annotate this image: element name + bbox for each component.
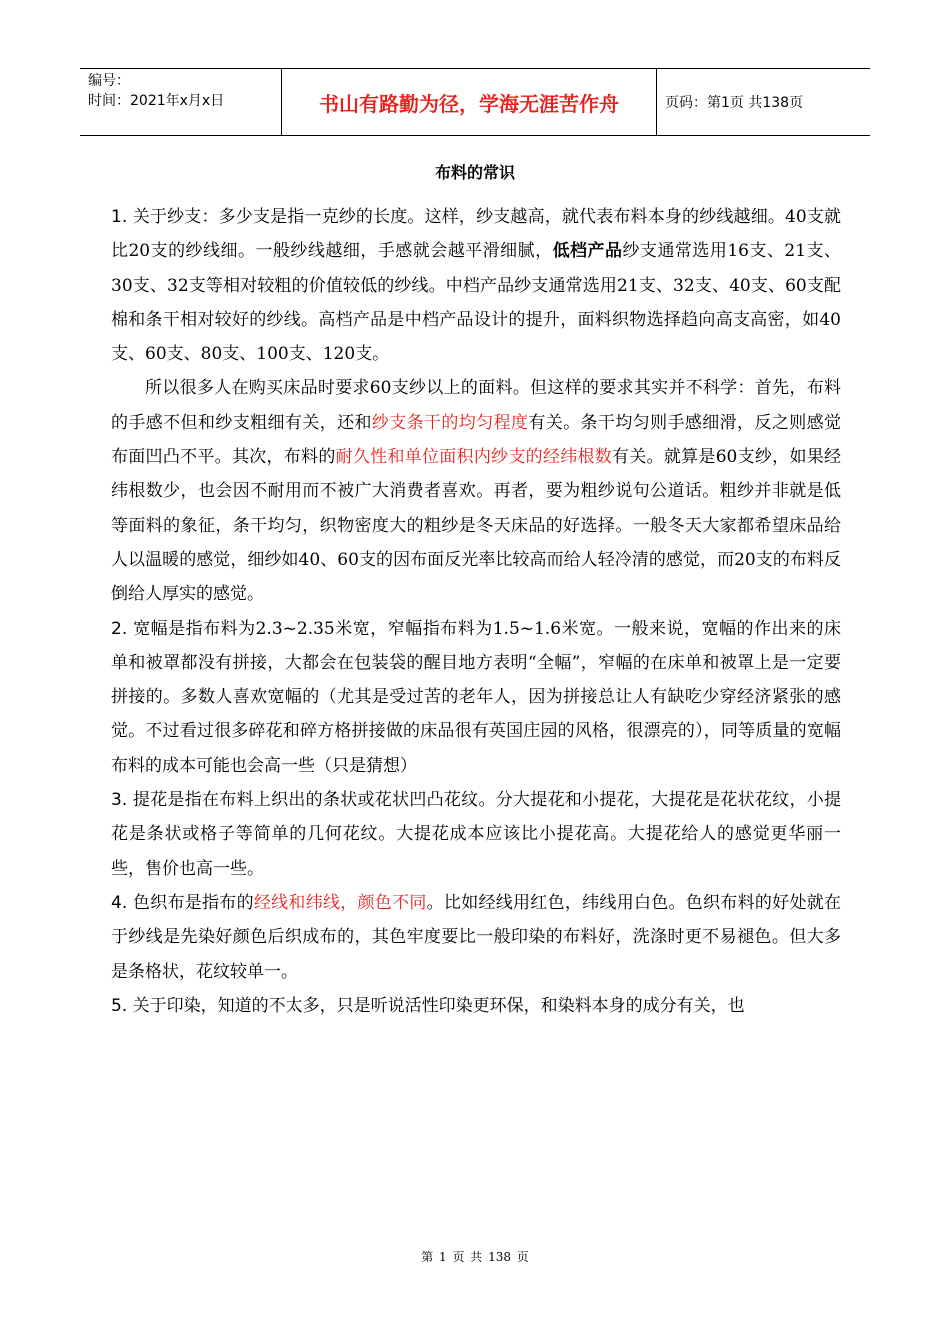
- paragraph-text: 关于纱支：多少支是指一克纱的长度。这样，纱支越高，就代表布料本身的纱线越细。40支就比20支的纱线细。一般纱线越细，手感就会越平滑细腻，: [111, 207, 841, 262]
- item-number: 1.: [111, 207, 128, 227]
- header-page-cell: [657, 69, 870, 135]
- document-header: [80, 68, 870, 136]
- paragraph-text: 有关。就算是60支纱，如果经纬根数少，也会因不耐用而不被广大消费者喜欢。再者，要为粗纱说句公道话。粗纱并非就是低等面料的象征，条干均匀，织物密度大的粗纱是冬天床品的好选择。一般冬天大家都希望床品给人以温暖的感觉，细纱如40、60支的因布面反光率比较高而给人轻冷清的感觉，而20支的布料反倒给人厚实的感觉。: [111, 447, 842, 605]
- paragraph-text: 提花是指在布料上织出的条状或花状凹凸花纹。分大提花和小提花，大提花是花状花纹，小提花是条状或格子等简单的几何花纹。大提花成本应该比小提花高。大提花给人的感觉更华丽一些，售价也高一些。: [111, 790, 841, 879]
- document-body: [111, 200, 841, 1023]
- document-title: 布料的常识: [434, 163, 515, 182]
- date-label: 时间：2021年x月x日: [88, 93, 225, 109]
- page-info: 页码：第1页 共138页: [665, 95, 804, 111]
- item-number: 5.: [111, 995, 128, 1016]
- paragraph-text: 宽幅是指布料为2.3~2.35米宽，窄幅指布料为1.5~1.6米宽。一般来说，宽幅的作出来的床单和被罩都没有拼接，大都会在包装袋的醒目地方表明“全幅”，窄幅的在床单和被罩上是一定要拼接的。多数人喜欢宽幅的（尤其是受过苦的老年人，因为拼接总让人有缺吃少穿经济紧张的感觉。不过看过很多碎花和碎方格拼接做的床品很有英国庄园的风格，很漂亮的），同等质量的宽幅布料的成本可能也会高一些（只是猜想）: [111, 618, 841, 776]
- paragraph-width: [111, 612, 841, 783]
- paragraph-jacquard: [111, 783, 841, 886]
- bold-phrase: 低档产品: [552, 241, 623, 262]
- item-number: 2.: [111, 618, 128, 639]
- paragraph-printing: [111, 989, 841, 1023]
- paragraph-text: 色织布是指布的: [127, 892, 254, 913]
- paragraph-text: 所以很多人在购买床品时要求60支纱以上的面料。但这样的要求其实并不科学：首先，布料的手感不但和纱支粗细有关，还和: [111, 378, 841, 433]
- header-motto-cell: [282, 69, 657, 135]
- highlight-phrase: 耐久性和单位面积内纱支的经纬根数: [335, 447, 613, 468]
- header-meta-cell: [80, 69, 282, 135]
- paragraph-text: 有关。条干均匀则手感细滑，反之则感觉布面凹凸不平。其次，布料的: [111, 412, 842, 468]
- paragraph-text: 。比如经线用红色，纬线用白色。色织布料的好处就在于纱线是先染好颜色后织成布的，其色牢度要比一般印染的布料好，洗涤时更不易褪色。但大多是条格状，花纹较单一。: [111, 892, 842, 982]
- code-label: 编号：: [88, 73, 130, 89]
- page-footer: 第 1 页 共 138 页: [421, 1250, 529, 1264]
- highlight-phrase: 纱支条干的均匀程度: [371, 412, 529, 433]
- paragraph-text: 关于印染，知道的不太多，只是听说活性印染更环保，和染料本身的成分有关，也: [127, 995, 745, 1016]
- motto-text: 书山有路勤为径，学海无涯苦作舟: [319, 91, 619, 116]
- paragraph-text: 纱支通常选用16支、21支、30支、32支等相对较粗的价值较低的纱线。中档产品纱支通常选用21支、32支、40支、60支配棉和条干相对较好的纱线。高档产品是中档产品设计的提升，面料织物选择趋向高支高密，如40支、60支、80支、100支、120支。: [111, 241, 842, 365]
- paragraph-yarn-dyed: [111, 886, 841, 989]
- paragraph-yarn-note: [111, 371, 841, 611]
- item-number: 3.: [111, 790, 128, 811]
- highlight-phrase: 经线和纬线，颜色不同: [253, 892, 427, 913]
- paragraph-yarn-count: [111, 200, 841, 371]
- item-number: 4.: [111, 892, 128, 913]
